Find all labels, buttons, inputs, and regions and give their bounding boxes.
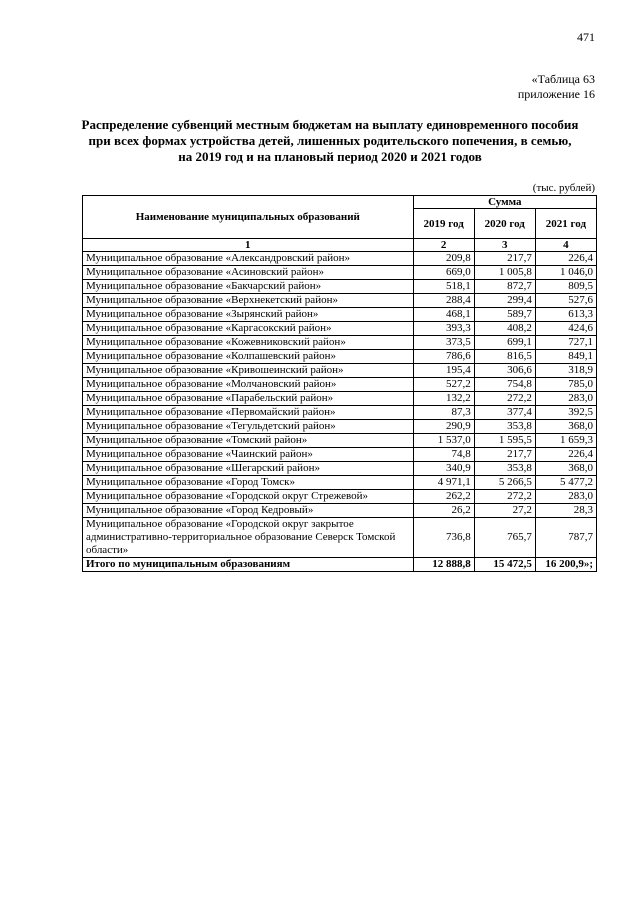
table-row [83, 476, 597, 490]
municipality-name: Муниципальное образование «Зырянский район» [83, 308, 414, 322]
municipality-name: Муниципальное образование «Асиновский район» [83, 266, 414, 280]
value-2020: 816,5 [474, 350, 535, 364]
value-2019: 340,9 [413, 462, 474, 476]
value-2020: 5 266,5 [474, 476, 535, 490]
value-2021: 785,0 [535, 378, 596, 392]
table-row [83, 294, 597, 308]
units-note: (тыс. рублей) [532, 182, 595, 194]
table-ref-label: «Таблица 63 [531, 72, 595, 86]
table-row [83, 462, 597, 476]
value-2019: 262,2 [413, 490, 474, 504]
municipality-name: Муниципальное образование «Первомайский район» [83, 406, 414, 420]
value-2019: 468,1 [413, 308, 474, 322]
value-2019: 209,8 [413, 252, 474, 266]
municipality-name: Муниципальное образование «Городской округ Стрежевой» [83, 490, 414, 504]
value-2020: 217,7 [474, 448, 535, 462]
value-2021: 424,6 [535, 322, 596, 336]
total-label: Итого по муниципальным образованиям [83, 558, 414, 572]
table-row [83, 378, 597, 392]
value-2020: 217,7 [474, 252, 535, 266]
value-2019: 74,8 [413, 448, 474, 462]
value-2020: 306,6 [474, 364, 535, 378]
municipality-name: Муниципальное образование «Бакчарский район» [83, 280, 414, 294]
value-2019: 373,5 [413, 336, 474, 350]
column-header-2020: 2020 год [474, 209, 535, 239]
value-2021: 1 659,3 [535, 434, 596, 448]
table-row [83, 504, 597, 518]
municipality-name: Муниципальное образование «Каргасокский район» [83, 322, 414, 336]
value-2019: 393,3 [413, 322, 474, 336]
appendix-label: приложение 16 [517, 87, 595, 101]
value-2021: 28,3 [535, 504, 596, 518]
table-row [83, 406, 597, 420]
total-2020: 15 472,5 [474, 558, 535, 572]
value-2019: 132,2 [413, 392, 474, 406]
value-2021: 613,3 [535, 308, 596, 322]
total-2021: 16 200,9»; [535, 558, 596, 572]
value-2019: 669,0 [413, 266, 474, 280]
total-2019: 12 888,8 [413, 558, 474, 572]
value-2020: 299,4 [474, 294, 535, 308]
value-2020: 589,7 [474, 308, 535, 322]
municipality-name: Муниципальное образование «Верхнекетский район» [83, 294, 414, 308]
municipality-name: Муниципальное образование «Молчановский район» [83, 378, 414, 392]
municipality-name: Муниципальное образование «Александровский район» [83, 252, 414, 266]
total-row [83, 558, 597, 572]
value-2021: 283,0 [535, 392, 596, 406]
table-row [83, 266, 597, 280]
municipality-name: Муниципальное образование «Городской округ закрытое административно-территориальное образование Северск Томской области» [83, 518, 414, 558]
table-row [83, 252, 597, 266]
municipality-name: Муниципальное образование «Шегарский район» [83, 462, 414, 476]
value-2019: 195,4 [413, 364, 474, 378]
value-2020: 27,2 [474, 504, 535, 518]
column-index: 2 [413, 239, 474, 252]
column-header-2021: 2021 год [535, 209, 596, 239]
table-row [83, 392, 597, 406]
value-2021: 5 477,2 [535, 476, 596, 490]
table-row [83, 420, 597, 434]
value-2020: 353,8 [474, 420, 535, 434]
value-2020: 872,7 [474, 280, 535, 294]
value-2021: 787,7 [535, 518, 596, 558]
table-row [83, 448, 597, 462]
municipality-name: Муниципальное образование «Город Кедровый» [83, 504, 414, 518]
value-2020: 699,1 [474, 336, 535, 350]
value-2019: 288,4 [413, 294, 474, 308]
column-index: 1 [83, 239, 414, 252]
value-2020: 408,2 [474, 322, 535, 336]
value-2021: 849,1 [535, 350, 596, 364]
municipality-name: Муниципальное образование «Кривошеинский район» [83, 364, 414, 378]
value-2019: 4 971,1 [413, 476, 474, 490]
subsidy-table [82, 195, 597, 572]
value-2020: 377,4 [474, 406, 535, 420]
value-2019: 26,2 [413, 504, 474, 518]
column-index: 4 [535, 239, 596, 252]
municipality-name: Муниципальное образование «Томский район» [83, 434, 414, 448]
column-header-2019: 2019 год [413, 209, 474, 239]
value-2020: 1 005,8 [474, 266, 535, 280]
municipality-name: Муниципальное образование «Город Томск» [83, 476, 414, 490]
value-2021: 226,4 [535, 252, 596, 266]
value-2021: 318,9 [535, 364, 596, 378]
value-2021: 368,0 [535, 420, 596, 434]
value-2019: 518,1 [413, 280, 474, 294]
value-2021: 368,0 [535, 462, 596, 476]
value-2021: 226,4 [535, 448, 596, 462]
value-2021: 1 046,0 [535, 266, 596, 280]
document-title: Распределение субвенций местным бюджетам на выплату единовременного пособия при всех формах устройства детей, лишенных родительского попечения, в семью, на 2019 год и на плановый период 2020 и 2021 годов [81, 117, 579, 164]
value-2020: 765,7 [474, 518, 535, 558]
value-2020: 754,8 [474, 378, 535, 392]
value-2020: 272,2 [474, 490, 535, 504]
table-row [83, 518, 597, 558]
value-2020: 272,2 [474, 392, 535, 406]
municipality-name: Муниципальное образование «Тегульдетский район» [83, 420, 414, 434]
table-row [83, 490, 597, 504]
page-number: 471 [577, 30, 595, 44]
table-row [83, 322, 597, 336]
value-2019: 527,2 [413, 378, 474, 392]
value-2019: 736,8 [413, 518, 474, 558]
value-2019: 290,9 [413, 420, 474, 434]
value-2021: 727,1 [535, 336, 596, 350]
table-row [83, 336, 597, 350]
value-2020: 1 595,5 [474, 434, 535, 448]
value-2019: 1 537,0 [413, 434, 474, 448]
column-index-row [83, 239, 597, 252]
table-reference [518, 72, 595, 102]
column-index: 3 [474, 239, 535, 252]
value-2020: 353,8 [474, 462, 535, 476]
table-row [83, 280, 597, 294]
municipality-name: Муниципальное образование «Кожевниковский район» [83, 336, 414, 350]
value-2021: 392,5 [535, 406, 596, 420]
table-row [83, 350, 597, 364]
value-2021: 527,6 [535, 294, 596, 308]
municipality-name: Муниципальное образование «Колпашевский район» [83, 350, 414, 364]
column-header-sum: Сумма [413, 196, 596, 209]
value-2019: 786,6 [413, 350, 474, 364]
table-row [83, 308, 597, 322]
value-2019: 87,3 [413, 406, 474, 420]
municipality-name: Муниципальное образование «Парабельский район» [83, 392, 414, 406]
table-row [83, 364, 597, 378]
value-2021: 809,5 [535, 280, 596, 294]
column-header-name: Наименование муниципальных образований [83, 196, 414, 239]
table-row [83, 434, 597, 448]
municipality-name: Муниципальное образование «Чаинский район» [83, 448, 414, 462]
value-2021: 283,0 [535, 490, 596, 504]
